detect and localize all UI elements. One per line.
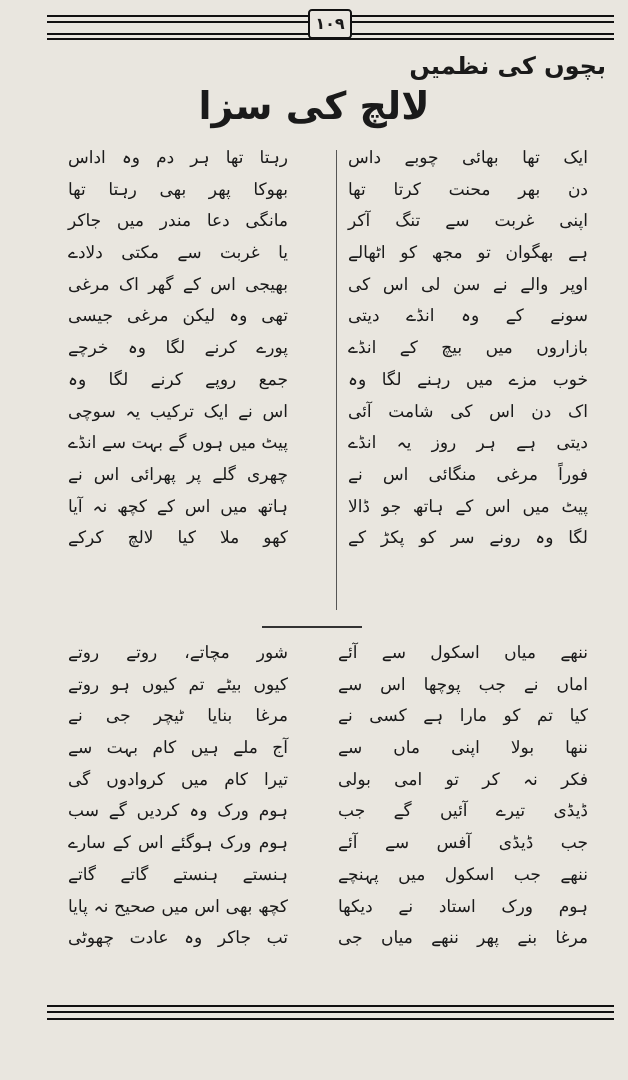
footer-rule	[47, 1011, 614, 1013]
poem1-left-column	[68, 143, 288, 555]
verse-line: مانگی دعا مندر میں جاکر	[68, 211, 288, 232]
section-title: بچوں کی نظمیں	[409, 52, 606, 80]
verse-line: ننھے میاں اسکول سے آئے	[338, 643, 588, 663]
verse-line: ایک تھا بھائی چوبے داس	[348, 148, 588, 168]
verse-line: ہوم ورک ہوگئے اس کے سارے	[68, 833, 288, 854]
verse-line: ہوم ورک استاد نے دیکھا	[338, 896, 588, 917]
verse-line: بھوکا پھر بھی رہتا تھا	[68, 179, 288, 200]
verse-line: ننھا بولا اپنی ماں سے	[338, 738, 588, 759]
verse-line: فکر نہ کر تو امی بولی	[338, 769, 588, 790]
poem2-left-column	[68, 638, 288, 955]
verse-line: کچھ بھی اس میں صحیح نہ پایا	[68, 896, 288, 917]
verse-line: کھو ملا کیا لالچ کرکے	[68, 528, 288, 549]
poem-title: لالچ کی سزا	[198, 84, 430, 128]
verse-line: پیٹ میں اس کے ہاتھ جو ڈالا	[348, 496, 588, 517]
verse-line: بھیجی اس کے گھر اک مرغی	[68, 274, 288, 295]
verse-line: اس نے ایک ترکیب یہ سوچی	[68, 401, 288, 422]
verse-line: یا غربت سے مکتی دلادے	[68, 243, 288, 264]
verse-line: بازاروں میں بیچ کے انڈے	[348, 338, 588, 359]
verse-line: جمع روپے کرنے لگا وہ	[68, 369, 288, 390]
verse-line: اک دن اس کی شامت آئی	[348, 401, 588, 422]
verse-line: تب جاکر وہ عادت چھوٹی	[68, 928, 288, 949]
verse-line: ہاتھ میں اس کے کچھ نہ آیا	[68, 496, 288, 517]
poem1-right-column	[348, 143, 588, 555]
verse-line: آج ملے ہیں کام بہت سے	[68, 738, 288, 759]
verse-line: کیوں بیٹے تم کیوں ہو روتے	[68, 674, 288, 695]
verse-line: مرغا بنے پھر ننھے میاں جی	[338, 928, 588, 949]
verse-line: سونے کے وہ انڈے دیتی	[348, 306, 588, 327]
footer-rule	[47, 1005, 614, 1007]
verse-line: اماں نے جب پوچھا اس سے	[338, 674, 588, 695]
verse-line: خوب مزے میں رہنے لگا وہ	[348, 369, 588, 390]
verse-line: ننھے جب اسکول میں پہنچے	[338, 864, 588, 885]
poem-divider	[262, 626, 362, 628]
verse-line: مرغا بنایا ٹیچر جی نے	[68, 706, 288, 727]
verse-line: ہے بھگوان تو مجھ کو اٹھالے	[348, 243, 588, 264]
verse-line: پیٹ میں ہوں گے بہت سے انڈے	[68, 433, 288, 454]
verse-line: اوپر والے نے سن لی اس کی	[348, 274, 588, 295]
page-number: ۱۰۹	[308, 9, 352, 39]
verse-line: ہنستے ہنستے گاتے گاتے	[68, 864, 288, 885]
verse-line: ڈیڈی تیرے آئیں گے جب	[338, 801, 588, 822]
verse-line: تیرا کام میں کروادوں گی	[68, 769, 288, 790]
verse-line: پورے کرنے لگا وہ خرچے	[68, 338, 288, 359]
verse-line: فوراً مرغی منگائی اس نے	[348, 464, 588, 485]
verse-line: جب ڈیڈی آفس سے آئے	[338, 833, 588, 854]
verse-line: تھی وہ لیکن مرغی جیسی	[68, 306, 288, 327]
poem2-right-column	[338, 638, 588, 955]
verse-line: اپنی غربت سے تنگ آکر	[348, 211, 588, 232]
verse-line: ہوم ورک وہ کردیں گے سب	[68, 801, 288, 822]
verse-line: دن بھر محنت کرتا تھا	[348, 179, 588, 200]
column-divider	[336, 150, 337, 610]
verse-line: کیا تم کو مارا ہے کسی نے	[338, 706, 588, 727]
verse-line: چھری گلے پر پھرائی اس نے	[68, 464, 288, 485]
verse-line: لگا وہ رونے سر کو پکڑ کے	[348, 528, 588, 549]
footer-rule	[47, 1018, 614, 1020]
verse-line: شور مچاتے، روتے روتے	[68, 643, 288, 663]
verse-line: دیتی ہے ہر روز یہ انڈے	[348, 433, 588, 454]
verse-line: رہتا تھا ہر دم وہ اداس	[68, 148, 288, 168]
